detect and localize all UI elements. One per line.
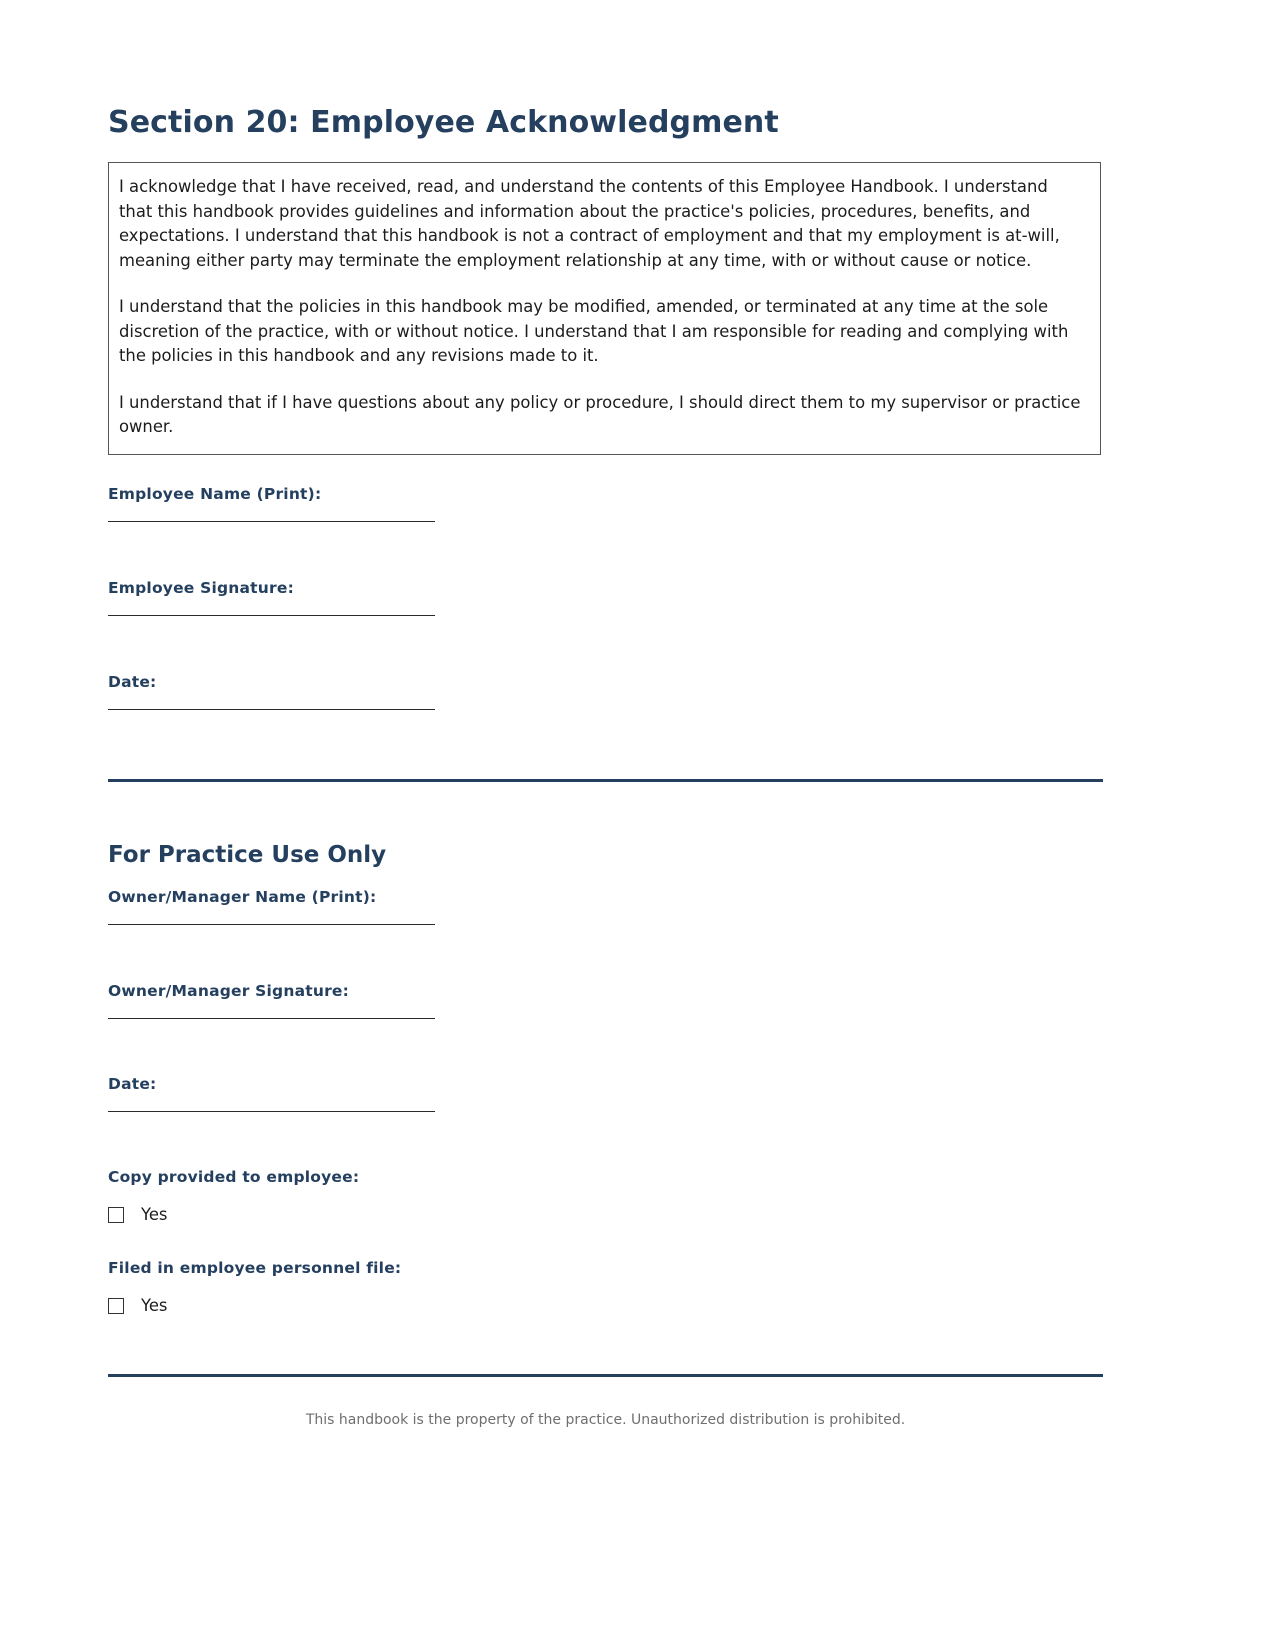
field-label: Owner/Manager Name (Print): <box>108 888 377 906</box>
field-owner-date <box>108 1075 608 1112</box>
field-employee-signature <box>108 579 608 616</box>
checkbox-row[interactable] <box>108 1205 708 1224</box>
acknowledgment-paragraph: I understand that the policies in this handbook may be modified, amended, or terminated at any time at the sole discretion of the practice, with or without notice. I understand that I am responsible for reading and complying with the policies in this handbook and any revisions made to it. <box>119 297 1069 365</box>
field-owner-name <box>108 888 608 925</box>
field-owner-signature <box>108 982 608 1019</box>
field-label: Date: <box>108 1075 157 1093</box>
field-employee-date <box>108 673 608 710</box>
checkbox-row[interactable] <box>108 1296 708 1315</box>
field-label: Date: <box>108 673 157 691</box>
footer-divider <box>108 1374 1103 1377</box>
acknowledgment-box <box>108 162 1101 455</box>
checkbox-unchecked-icon[interactable] <box>108 1207 124 1223</box>
page-title: Section 20: Employee Acknowledgment <box>108 105 779 140</box>
signature-line[interactable] <box>108 1111 435 1112</box>
checkbox-option-label: Yes <box>141 1205 168 1224</box>
field-employee-name <box>108 485 608 522</box>
practice-section-heading: For Practice Use Only <box>108 842 387 868</box>
checkbox-group-label: Copy provided to employee: <box>108 1168 360 1186</box>
field-label: Employee Signature: <box>108 579 294 597</box>
checkbox-unchecked-icon[interactable] <box>108 1298 124 1314</box>
section-divider-top <box>108 779 1103 782</box>
signature-line[interactable] <box>108 521 435 522</box>
checkbox-group-filed-personnel <box>108 1259 708 1315</box>
signature-line[interactable] <box>108 709 435 710</box>
acknowledgment-paragraph: I understand that if I have questions about any policy or procedure, I should direct them to my supervisor or practice owner. <box>119 392 1081 436</box>
checkbox-group-copy-provided <box>108 1168 708 1224</box>
checkbox-option-label: Yes <box>141 1296 168 1315</box>
field-label: Employee Name (Print): <box>108 485 322 503</box>
field-label: Owner/Manager Signature: <box>108 982 350 1000</box>
signature-line[interactable] <box>108 1018 435 1019</box>
signature-line[interactable] <box>108 615 435 616</box>
acknowledgment-paragraph: I acknowledge that I have received, read, and understand the contents of this Employee Handbook. I understand that this handbook provides guidelines and information about the practice's policies, procedures, benefits, and expectations. I understand that this handbook is not a contract of employment and that my employment is at-will, meaning either party may terminate the employment relationship at any time, with or without cause or notice. <box>119 177 1060 270</box>
footer-note: This handbook is the property of the practice. Unauthorized distribution is prohibited. <box>305 1412 906 1428</box>
signature-line[interactable] <box>108 924 435 925</box>
checkbox-group-label: Filed in employee personnel file: <box>108 1259 402 1277</box>
